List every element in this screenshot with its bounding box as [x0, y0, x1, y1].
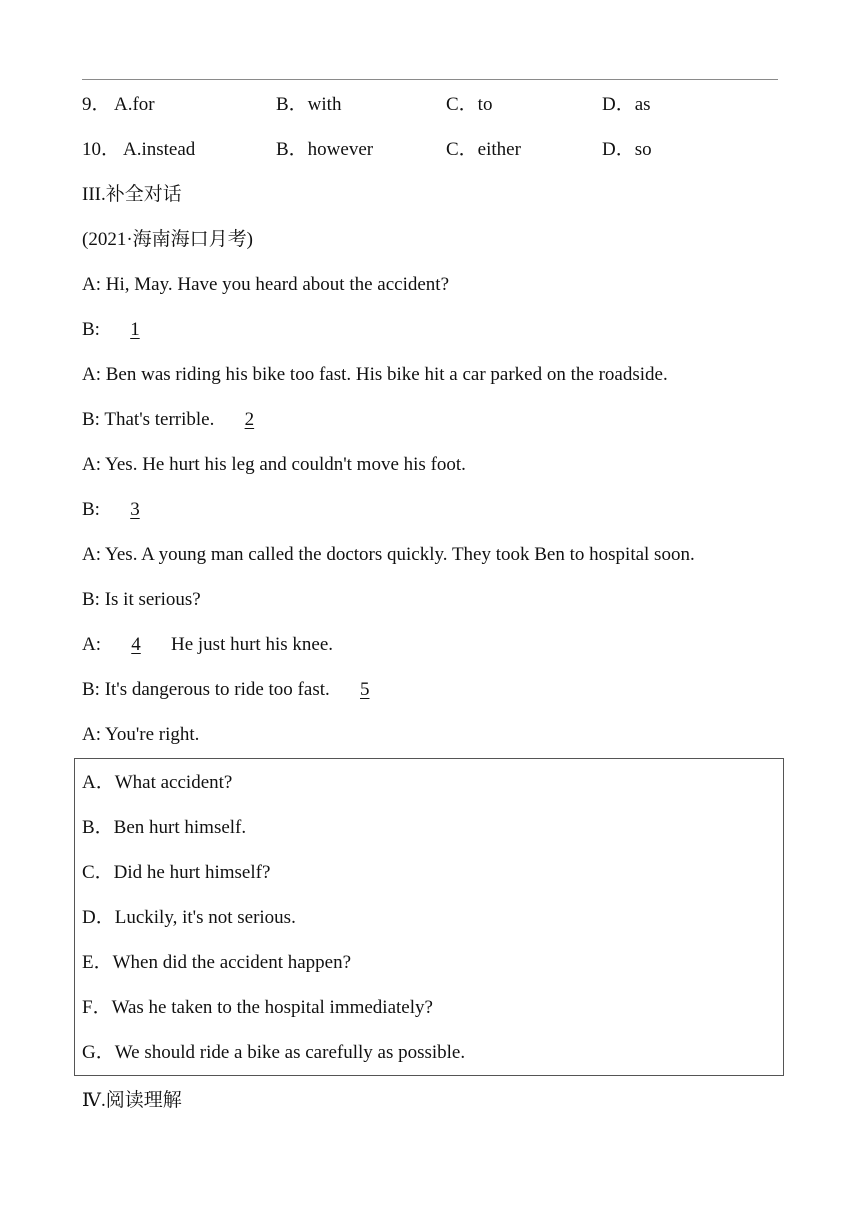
option-item: E．When did the accident happen? — [82, 952, 352, 973]
option-item: B．Ben hurt himself. — [82, 817, 247, 838]
speaker: A: — [82, 364, 101, 385]
option-item: D．Luckily, it's not serious. — [82, 907, 296, 928]
answer-blank[interactable]: 5 — [360, 679, 370, 700]
dialogue-line — [82, 272, 449, 298]
speaker: A: — [82, 454, 101, 475]
option-item: A．What accident? — [82, 772, 233, 793]
answer-blank[interactable]: 3 — [130, 499, 140, 520]
dialogue-text: That's terrible. — [104, 409, 215, 430]
dialogue-line — [82, 632, 333, 658]
answer-blank[interactable]: 2 — [244, 409, 255, 430]
dialogue-line — [82, 677, 390, 703]
option-item: G．We should ride a bike as carefully as possible. — [82, 1042, 466, 1063]
dialogue-text: Yes. He hurt his leg and couldn't move his foot. — [105, 454, 466, 475]
speaker: A: — [82, 274, 101, 295]
option-d: D．so — [602, 139, 652, 160]
answer-blank[interactable]: 1 — [130, 319, 140, 340]
option-c: C．either — [446, 139, 521, 160]
dialogue-line — [82, 587, 201, 613]
option-b: B．with — [276, 94, 342, 115]
dialogue-text: Yes. A young man called the doctors quickly. They took Ben to hospital soon. — [105, 544, 695, 565]
dialogue-line — [82, 542, 695, 568]
dialogue-text: Hi, May. Have you heard about the accident? — [105, 274, 450, 295]
option-c: C．to — [446, 94, 493, 115]
speaker: B: — [82, 679, 100, 700]
section-heading: Ⅳ.阅读理解 — [82, 1090, 182, 1111]
option-a: A.instead — [123, 139, 196, 160]
dialogue-line — [82, 362, 668, 388]
dialogue-line — [82, 722, 199, 748]
speaker: A: — [82, 724, 101, 745]
dialogue-text: Is it serious? — [104, 589, 201, 610]
speaker: B: — [82, 499, 100, 520]
question-9 — [82, 92, 782, 118]
speaker: B: — [82, 409, 100, 430]
dialogue-line — [82, 452, 466, 478]
dialogue-line — [82, 407, 274, 433]
option-item: F．Was he taken to the hospital immediately? — [82, 997, 433, 1018]
dialogue-text: Ben was riding his bike too fast. His bike hit a car parked on the roadside. — [105, 364, 668, 385]
options-box — [74, 758, 784, 1076]
dialogue-text: It's dangerous to ride too fast. — [104, 679, 330, 700]
answer-blank[interactable]: 4 — [131, 634, 141, 655]
option-b: B．however — [276, 139, 374, 160]
speaker: A: — [82, 634, 101, 655]
section-heading: III.补全对话 — [82, 184, 182, 205]
speaker: B: — [82, 319, 100, 340]
question-number: 9． — [82, 94, 111, 115]
source-note: (2021·海南海口月考) — [82, 229, 253, 250]
dialogue-text: You're right. — [105, 724, 200, 745]
dialogue-line — [82, 497, 160, 523]
question-number: 10． — [82, 139, 121, 160]
question-10 — [82, 137, 782, 163]
header-rule — [82, 79, 778, 80]
speaker: B: — [82, 589, 100, 610]
dialogue-line — [82, 317, 160, 343]
option-item: C．Did he hurt himself? — [82, 862, 271, 883]
dialogue-text: He just hurt his knee. — [171, 634, 334, 655]
speaker: A: — [82, 544, 101, 565]
option-a: A.for — [114, 94, 155, 115]
option-d: D．as — [602, 94, 651, 115]
